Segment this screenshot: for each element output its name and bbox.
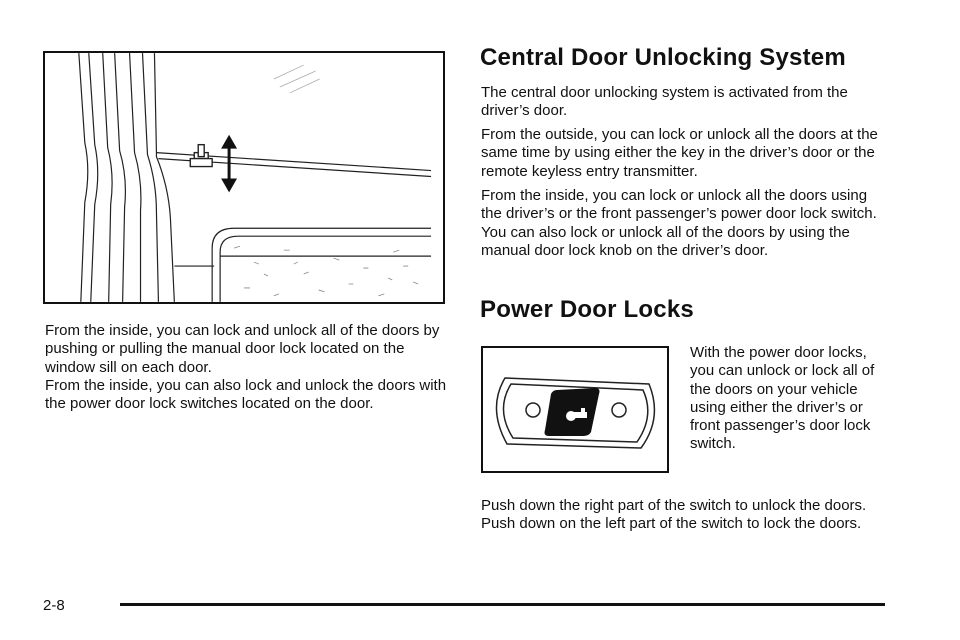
page-number: 2-8 [43,597,65,614]
central-paragraph-1: The central door unlocking system is activated from the driver’s door. [481,84,848,120]
central-paragraph-3: From the inside, you can lock or unlock all the doors using the driver’s or the front passenger’s power door lock switch. You can also lock or unlock all of the doors by using the manual door lock knob on the driver’s door. [481,187,877,259]
central-door-unlocking-heading: Central Door Unlocking System [480,44,846,71]
central-paragraph-2: From the outside, you can lock or unlock all the doors at the same time by using either the key in the driver’s door or the remote keyless entry transmitter. [481,126,878,180]
footer-rule [120,603,885,606]
power-side-paragraph: With the power door locks, you can unlock or lock all of the doors on your vehicle using either the driver’s or front passenger’s door lock switch. [690,344,875,453]
left-paragraph-2: From the inside, you can also lock and unlock the doors with the power door lock switches located on the door. [45,377,447,413]
door-lock-knob-drawing [45,53,443,302]
door-lock-knob-illustration [43,51,445,304]
power-paragraph-2: Push down the right part of the switch to unlock the doors. Push down on the left part of the switch to lock the doors. [481,497,867,533]
power-door-locks-heading: Power Door Locks [480,296,694,323]
power-lock-switch-illustration [481,346,669,473]
left-paragraph-1: From the inside, you can lock and unlock all of the doors by pushing or pulling the manual door lock located on the window sill on each door. [45,322,440,376]
power-lock-switch-drawing [483,348,667,471]
